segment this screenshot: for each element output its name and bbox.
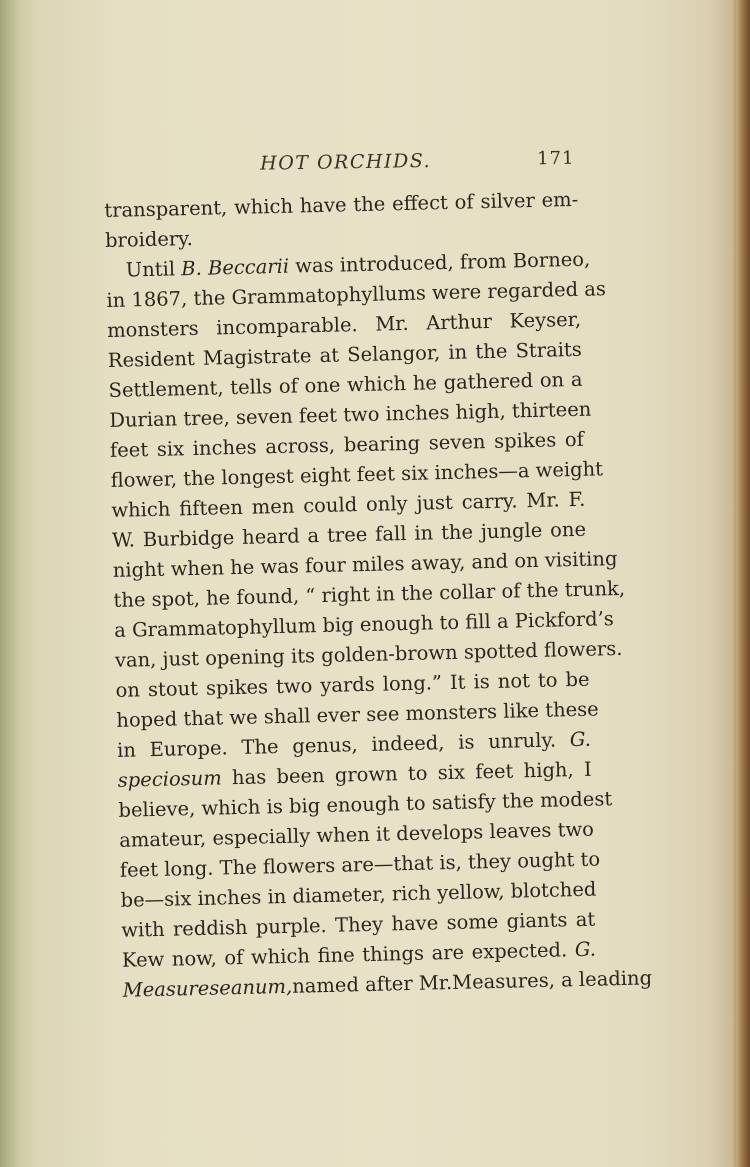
text-run: Resident Magistrate at Selangor, in the Straits	[107, 337, 583, 372]
running-head	[110, 148, 580, 181]
text-run: believe, which is big enough to satisfy the modest	[118, 787, 613, 822]
text-run: on stout spikes two yards long.” It is not to be	[115, 667, 590, 702]
italic-text-run: speciosum	[117, 766, 222, 792]
italic-text-run: B. Beccarii	[180, 254, 290, 281]
text-run: in 1867, the Grammatophyllums were regarded as	[106, 277, 607, 312]
text-run: Durian tree, seven feet two inches high, thirteen	[109, 397, 592, 432]
text-run: hoped that we shall ever see monsters like these	[116, 697, 599, 732]
text-run: broidery.	[104, 226, 194, 252]
text-run: flower, the longest eight feet six inches—a weight	[110, 457, 604, 492]
text-run: has been grown to six feet high, I	[221, 757, 592, 790]
italic-text-run: Measureseanum,	[122, 974, 293, 1002]
text-run: transparent, which have the effect of silver em-	[104, 187, 579, 222]
text-run: Kew now, of which fine things are expected.	[121, 938, 576, 972]
text-run: van, just opening its golden-brown spotted flowers.	[114, 636, 623, 672]
text-run: amateur, especially when it develops leaves two	[118, 817, 595, 852]
italic-text-run: G.	[569, 727, 592, 752]
italic-text-run: G.	[574, 937, 597, 962]
text-run: be—six inches in diameter, rich yellow, blotched	[120, 877, 597, 912]
running-title: HOT ORCHIDS.	[259, 149, 432, 175]
text-run: was introduced, from Borneo,	[288, 247, 591, 278]
text-run: feet six inches across, bearing seven spikes of	[109, 427, 585, 462]
text-run: Settlement, tells of one which he gathered on a	[108, 367, 583, 402]
text-run: feet long. The flowers are—that is, they ought to	[119, 847, 601, 882]
text-run: named after Mr.Measures, a leading	[291, 966, 653, 998]
text-run: W. Burbidge heard a tree fall in the jungle one	[111, 517, 587, 552]
text-run: which fifteen men could only just carry. Mr. F.	[111, 487, 586, 522]
text-run: the spot, he found, “ right in the collar of the trunk,	[113, 576, 626, 612]
body-text	[104, 185, 653, 1006]
text-run: in Europe. The genus, indeed, is unruly.	[116, 728, 571, 762]
page-edge-shadow	[0, 0, 22, 1167]
text-run: Until	[125, 257, 182, 282]
text-run: with reddish purple. They have some giants at	[121, 907, 596, 942]
text-run: monsters incomparable. Mr. Arthur Keyser,	[106, 307, 582, 342]
binding-spine-edge	[736, 0, 750, 1167]
text-run: night when he was four miles away, and on visiting	[112, 547, 618, 582]
text-run: a Grammatophyllum big enough to fill a Pickford’s	[113, 607, 615, 642]
page-number: 171	[536, 147, 575, 170]
